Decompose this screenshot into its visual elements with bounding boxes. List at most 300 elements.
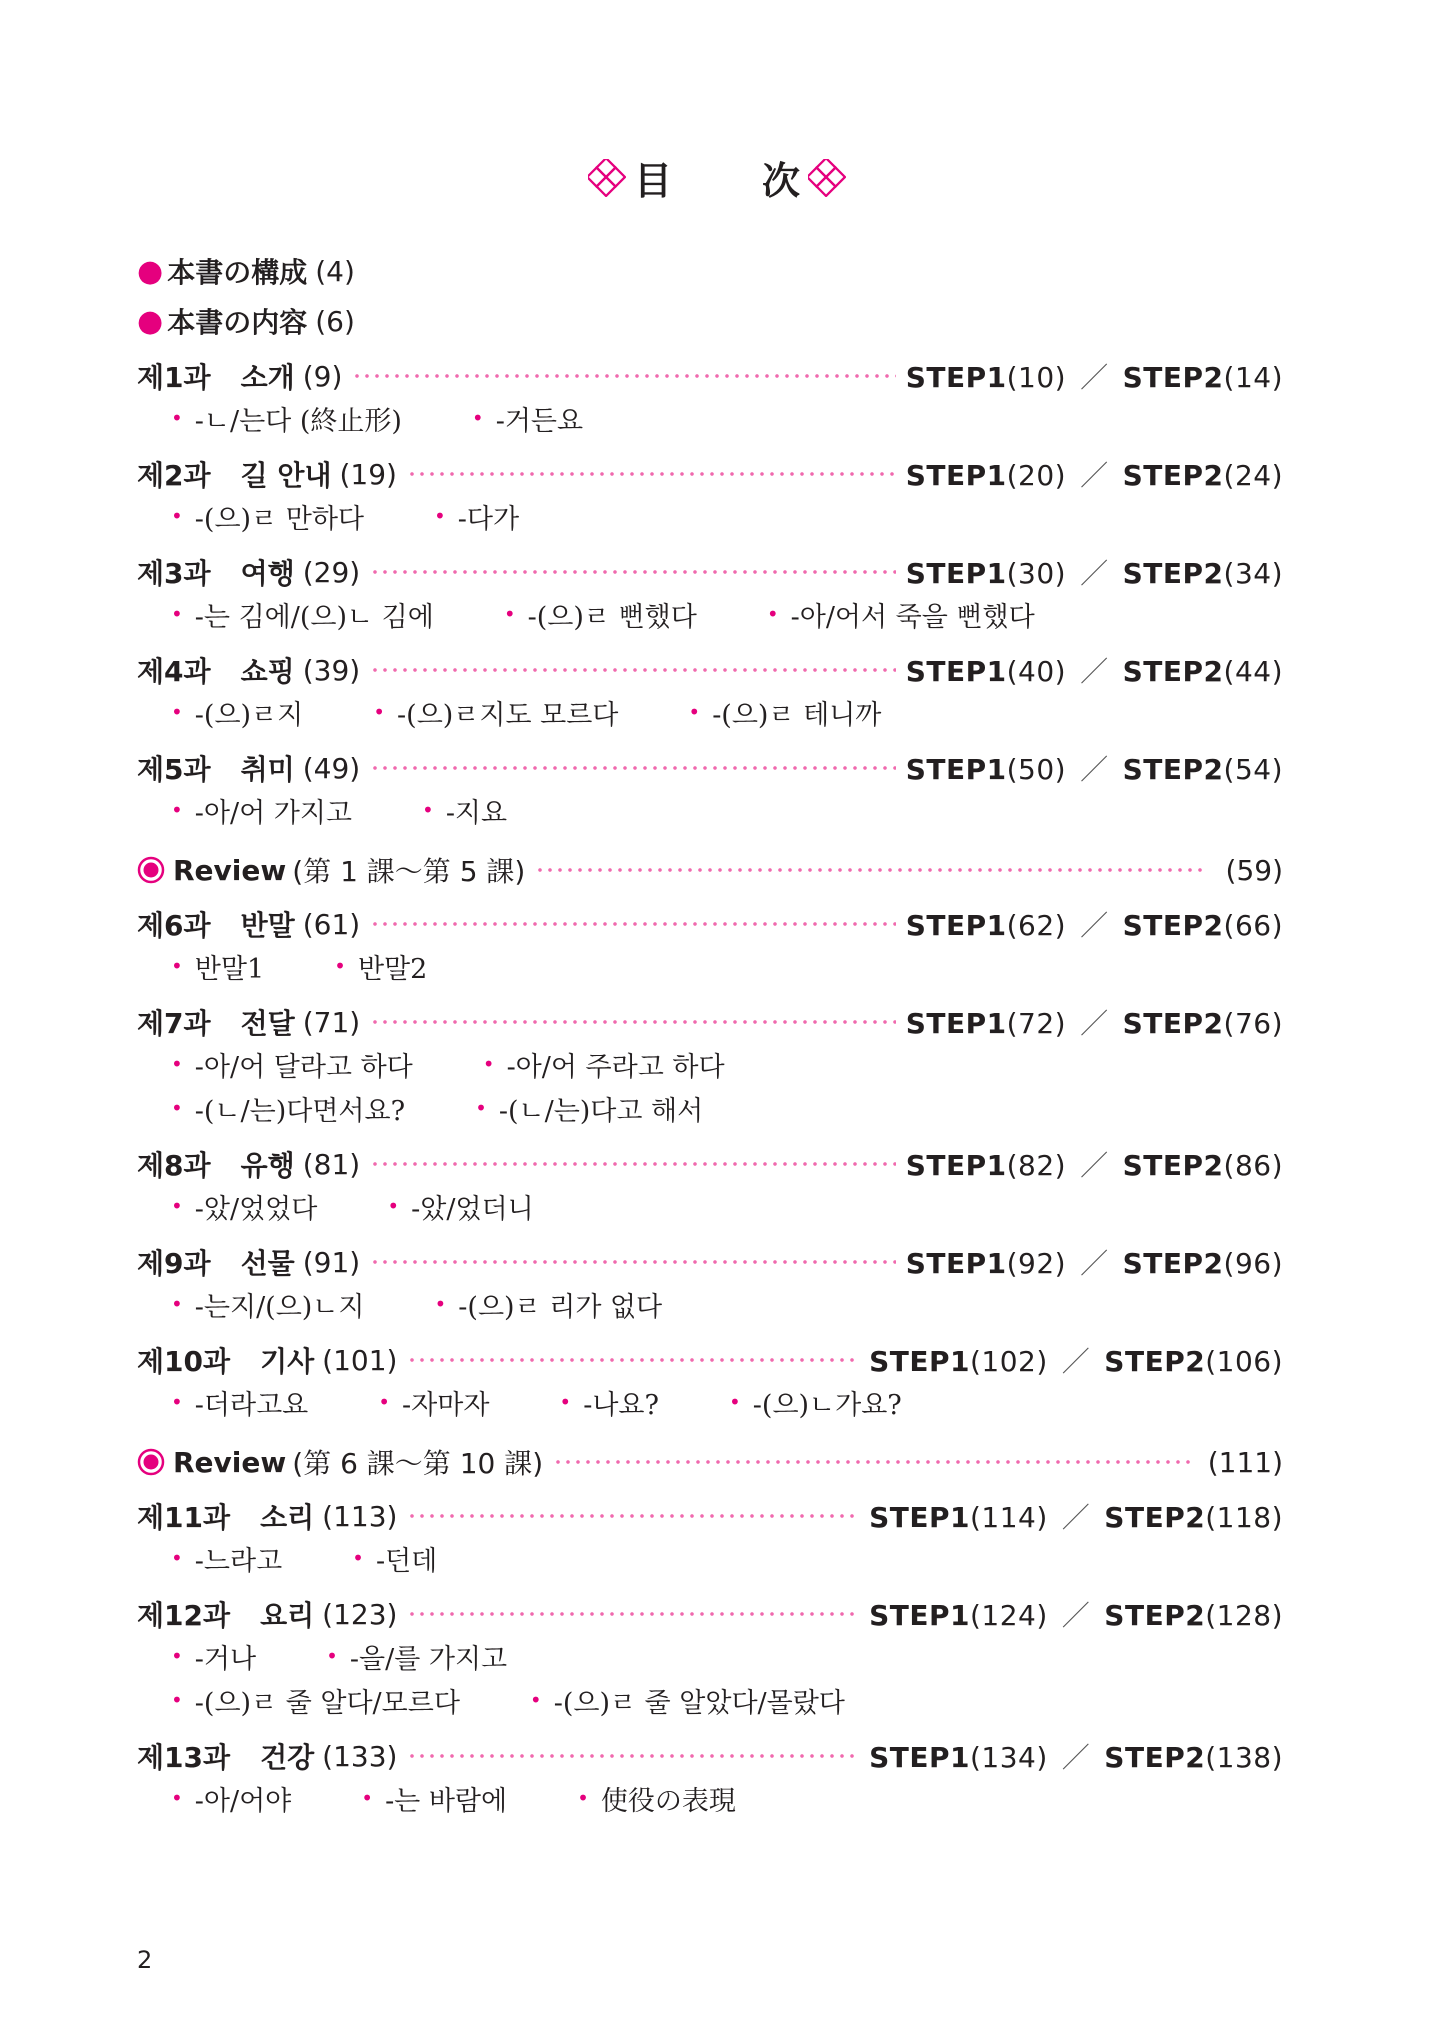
lesson-heading[interactable] (137, 1736, 1283, 1776)
grammar-point (767, 595, 1035, 634)
grammar-point-text: -더라고요 (194, 1389, 309, 1421)
review-entry[interactable] (137, 850, 1283, 890)
lesson-title: 소리 (260, 1501, 315, 1534)
bullet-icon: • (471, 406, 484, 430)
lesson-title: 취미 (240, 753, 295, 786)
step-pages (906, 904, 1283, 944)
dot-leader (407, 1513, 859, 1519)
lesson-title: 소개 (240, 361, 295, 394)
step1-page: (124) (969, 1599, 1048, 1632)
step1-page: (82) (1006, 1149, 1067, 1182)
grammar-point-line (171, 1042, 1283, 1086)
bullet-icon: • (482, 1052, 495, 1076)
dot-leader (370, 569, 896, 575)
lesson-number: 제5과 (137, 753, 211, 786)
bullet-icon: • (475, 1096, 487, 1120)
grammar-point-text: 반말2 (357, 953, 428, 985)
step2-label: STEP2 (1122, 909, 1224, 942)
review-entry[interactable] (137, 1442, 1283, 1482)
grammar-point-line (171, 1380, 1283, 1424)
lesson-title: 건강 (260, 1741, 315, 1774)
step2-label: STEP2 (1122, 361, 1224, 394)
lesson-entry (137, 1594, 1283, 1722)
step-pages (906, 454, 1283, 494)
grammar-point-text: -나요? (583, 1389, 659, 1421)
lesson-heading[interactable] (137, 1594, 1283, 1634)
bullet-icon: • (171, 1096, 183, 1120)
lesson-title: 쇼핑 (240, 655, 295, 688)
lesson-number: 제8과 (137, 1149, 211, 1182)
grammar-point (422, 791, 507, 830)
separator: ／ (1080, 655, 1109, 688)
grammar-point-text: -는지/(으)ㄴ지 (194, 1291, 365, 1323)
grammar-point-text: -(ㄴ/는)다면서요? (194, 1095, 406, 1127)
grammar-point (171, 693, 303, 732)
grammar-point-text: -(으)ㄹ 줄 알았다/몰랐다 (553, 1687, 845, 1719)
lesson-number: 제13과 (137, 1741, 231, 1774)
step1-label: STEP1 (905, 909, 1007, 942)
grammar-point-text: -다가 (457, 503, 520, 535)
grammar-point-text: -지요 (445, 797, 508, 829)
grammar-points (171, 1776, 1283, 1820)
separator: ／ (1061, 1599, 1091, 1632)
lesson-heading[interactable] (137, 1340, 1283, 1380)
target-circle-icon (137, 1448, 165, 1476)
grammar-point-line (171, 1634, 1283, 1678)
separator: ／ (1080, 361, 1109, 394)
grammar-point-text: -자마자 (402, 1389, 490, 1421)
step2-label: STEP2 (1104, 1345, 1206, 1378)
intro-item[interactable] (137, 250, 1283, 292)
step-pages (906, 1242, 1283, 1282)
lesson-title: 선물 (240, 1247, 295, 1280)
grammar-point-text: 반말1 (194, 953, 265, 985)
grammar-point (171, 1779, 291, 1818)
grammar-point-line (171, 1086, 1283, 1130)
step2-page: (128) (1205, 1599, 1283, 1632)
lesson-number: 제1과 (137, 361, 211, 394)
separator: ／ (1061, 1501, 1091, 1534)
dot-leader (352, 373, 895, 379)
grammar-point-text: -거든요 (495, 405, 584, 437)
step-pages (869, 1496, 1283, 1536)
step2-page: (66) (1223, 909, 1283, 942)
intro-page: (4) (315, 254, 355, 288)
separator: ／ (1080, 1149, 1109, 1182)
separator: ／ (1080, 1007, 1109, 1040)
bullet-icon: • (433, 504, 446, 528)
lesson-entry (137, 1002, 1283, 1130)
lesson-title: 여행 (240, 557, 295, 590)
step-pages (906, 356, 1283, 396)
bullet-icon: ● (137, 253, 164, 289)
title-left-char: 目 (633, 159, 672, 203)
step2-label: STEP2 (1104, 1599, 1206, 1632)
grammar-point (475, 1089, 703, 1128)
step2-label: STEP2 (1122, 1247, 1224, 1280)
lesson-number: 제10과 (137, 1345, 231, 1378)
step2-page: (24) (1223, 459, 1283, 492)
grammar-point-line (171, 788, 1283, 832)
grammar-point (171, 947, 264, 986)
intro-item[interactable] (137, 300, 1283, 342)
step2-page: (76) (1223, 1007, 1283, 1040)
grammar-point-text: -(으)ㄴ가요? (752, 1389, 902, 1421)
grammar-point (171, 791, 352, 830)
grammar-point (171, 1045, 413, 1084)
step-pages (906, 650, 1283, 690)
bullet-icon: ● (137, 303, 164, 339)
lesson-title: 유행 (240, 1149, 295, 1182)
dot-leader (370, 921, 896, 927)
bullet-icon: • (171, 1194, 183, 1218)
grammar-point-text: -아/어야 (194, 1785, 292, 1817)
bullet-icon: • (422, 798, 434, 822)
bullet-icon: • (503, 602, 516, 626)
grammar-point (530, 1681, 845, 1720)
grammar-point-line (171, 1184, 1283, 1228)
step-pages (906, 1002, 1283, 1042)
bullet-icon: • (171, 798, 183, 822)
lesson-heading[interactable] (137, 1002, 1283, 1042)
lesson-heading[interactable] (137, 552, 1283, 592)
bullet-icon: • (688, 700, 701, 724)
bullet-icon: • (352, 1546, 364, 1570)
step1-label: STEP1 (905, 655, 1007, 688)
grammar-point (378, 1383, 489, 1422)
step2-page: (44) (1223, 655, 1283, 688)
step-pages (906, 1144, 1283, 1184)
grammar-point-line (171, 944, 1283, 988)
grammar-point-text: -아/어서 죽을 뻔했다 (790, 601, 1035, 633)
bullet-icon: • (529, 1688, 542, 1712)
grammar-points (171, 494, 1283, 538)
grammar-points (171, 944, 1283, 988)
step2-page: (96) (1223, 1247, 1283, 1280)
lesson-entry (137, 1340, 1283, 1424)
lesson-number: 제11과 (137, 1501, 231, 1534)
dot-leader (407, 1357, 859, 1363)
review-range: (第 6 課〜第 10 課) (292, 1447, 544, 1480)
grammar-point (472, 399, 583, 438)
lesson-heading[interactable] (137, 1144, 1283, 1184)
bullet-icon: • (387, 1194, 400, 1218)
step2-label: STEP2 (1104, 1741, 1206, 1774)
review-label: Review (173, 1445, 287, 1479)
grammar-point-text: -아/어 달라고 하다 (194, 1051, 413, 1083)
step-pages (906, 552, 1283, 592)
bullet-icon: • (171, 504, 183, 528)
lesson-page: (81) (302, 1147, 361, 1181)
step1-label: STEP1 (869, 1741, 970, 1774)
lesson-heading[interactable] (137, 904, 1283, 944)
bullet-icon: • (434, 1292, 447, 1316)
intro-label: 本書の内容 (167, 306, 308, 339)
lesson-heading[interactable] (137, 454, 1283, 494)
step1-page: (50) (1006, 753, 1067, 786)
lesson-page: (91) (302, 1245, 361, 1279)
lesson-title: 전달 (240, 1007, 295, 1040)
bullet-icon: • (171, 1786, 183, 1810)
lesson-page: (61) (302, 907, 361, 941)
lesson-heading[interactable] (137, 748, 1283, 788)
grammar-point-text: -거나 (194, 1643, 257, 1675)
bullet-icon: • (326, 1644, 338, 1668)
dot-leader (370, 765, 896, 771)
step2-page: (86) (1223, 1149, 1283, 1182)
grammar-point (334, 947, 427, 986)
grammar-point (171, 1539, 282, 1578)
grammar-point-line (171, 494, 1283, 538)
bullet-icon: • (171, 1644, 183, 1668)
grammar-point-text: -(으)ㄹ 줄 알다/모르다 (194, 1687, 460, 1719)
grammar-point-text: -느라고 (194, 1545, 283, 1577)
step2-label: STEP2 (1122, 557, 1224, 590)
grammar-point (729, 1383, 902, 1422)
grammar-points (171, 1042, 1283, 1130)
grammar-point (373, 693, 618, 732)
grammar-point (577, 1779, 736, 1818)
lesson-page: (71) (302, 1005, 361, 1039)
lesson-title: 반말 (240, 909, 295, 942)
grammar-points (171, 1282, 1283, 1326)
step1-page: (134) (969, 1741, 1048, 1774)
step1-label: STEP1 (869, 1345, 970, 1378)
grammar-point-text: -(으)ㄹ 테니까 (712, 699, 882, 731)
grammar-points (171, 690, 1283, 734)
lesson-entry (137, 454, 1283, 538)
step1-page: (72) (1006, 1007, 1067, 1040)
step1-label: STEP1 (905, 361, 1007, 394)
dot-leader (370, 1259, 896, 1265)
grammar-point-text: -는 바람에 (385, 1785, 508, 1817)
step1-label: STEP1 (905, 753, 1007, 786)
grammar-point-text: -ㄴ/는다 (終止形) (194, 405, 402, 437)
bullet-icon: • (171, 954, 183, 978)
lesson-heading[interactable] (137, 1242, 1283, 1282)
review-page: (59) (1225, 853, 1283, 887)
grammar-point-text: -는 김에/(으)ㄴ 김에 (194, 601, 434, 633)
grammar-point (387, 1187, 533, 1226)
grammar-point (171, 1089, 405, 1128)
step1-label: STEP1 (869, 1501, 970, 1534)
grammar-point (483, 1045, 725, 1084)
step2-label: STEP2 (1122, 1007, 1224, 1040)
step1-label: STEP1 (905, 1007, 1007, 1040)
page-number: 2 (137, 1946, 153, 1974)
lesson-number: 제2과 (137, 459, 211, 492)
grammar-point (688, 693, 881, 732)
lesson-page: (49) (302, 751, 361, 785)
grammar-point-text: 使役の表現 (600, 1785, 736, 1817)
bullet-icon: • (378, 1390, 391, 1414)
grammar-point (352, 1539, 437, 1578)
lesson-entry (137, 552, 1283, 636)
grammar-point-text: -았/었었다 (194, 1193, 318, 1225)
separator: ／ (1080, 753, 1109, 786)
lesson-title: 기사 (260, 1345, 315, 1378)
separator: ／ (1080, 1247, 1109, 1280)
bullet-icon: • (577, 1786, 589, 1810)
grammar-points (171, 788, 1283, 832)
grammar-points (171, 1380, 1283, 1424)
page-title (0, 150, 1434, 205)
step2-page: (118) (1205, 1501, 1283, 1534)
grammar-point (171, 1187, 317, 1226)
bullet-icon: • (171, 1292, 183, 1316)
lesson-heading[interactable] (137, 650, 1283, 690)
bullet-icon: • (171, 1390, 183, 1414)
lesson-heading[interactable] (137, 1496, 1283, 1536)
lesson-page: (29) (302, 555, 361, 589)
step2-label: STEP2 (1104, 1501, 1206, 1534)
diamond-ornament-icon (588, 159, 626, 197)
lesson-page: (9) (302, 359, 343, 393)
grammar-point (435, 1285, 663, 1324)
grammar-points (171, 1184, 1283, 1228)
lesson-page: (113) (322, 1499, 398, 1533)
step1-label: STEP1 (869, 1599, 970, 1632)
step1-page: (40) (1006, 655, 1067, 688)
lesson-page: (19) (339, 457, 397, 491)
lesson-entry (137, 1242, 1283, 1326)
lesson-entry (137, 650, 1283, 734)
lesson-page: (123) (322, 1597, 398, 1631)
grammar-point-line (171, 592, 1283, 636)
review-label: Review (173, 853, 287, 887)
bullet-icon: • (171, 700, 183, 724)
lesson-heading[interactable] (137, 356, 1283, 396)
table-of-contents (137, 250, 1283, 1820)
lesson-page: (39) (302, 653, 361, 687)
step2-label: STEP2 (1122, 655, 1224, 688)
intro-page: (6) (315, 304, 355, 338)
step1-page: (10) (1006, 361, 1067, 394)
bullet-icon: • (171, 1688, 183, 1712)
grammar-point-text: -(으)ㄹ 만하다 (194, 503, 364, 535)
bullet-icon: • (728, 1390, 741, 1414)
dot-leader (407, 1753, 859, 1759)
step1-page: (92) (1006, 1247, 1067, 1280)
dot-leader (370, 1161, 896, 1167)
grammar-point-text: -을/를 가지고 (349, 1643, 508, 1675)
lesson-number: 제7과 (137, 1007, 211, 1040)
separator: ／ (1080, 459, 1109, 492)
lesson-entry (137, 748, 1283, 832)
grammar-point-text: -(으)ㄹ 리가 없다 (458, 1291, 663, 1323)
dot-leader (370, 667, 896, 673)
step2-page: (14) (1223, 361, 1283, 394)
step-pages (869, 1594, 1283, 1634)
bullet-icon: • (766, 602, 779, 626)
grammar-point (504, 595, 697, 634)
bullet-icon: • (334, 954, 346, 978)
lesson-entry (137, 904, 1283, 988)
grammar-point-line (171, 690, 1283, 734)
step2-label: STEP2 (1122, 459, 1224, 492)
lesson-number: 제9과 (137, 1247, 211, 1280)
lesson-number: 제4과 (137, 655, 211, 688)
step2-label: STEP2 (1122, 1149, 1224, 1182)
grammar-point-text: -(으)ㄹ지도 모르다 (397, 699, 619, 731)
grammar-point (171, 497, 364, 536)
separator: ／ (1061, 1345, 1091, 1378)
bullet-icon: • (361, 1786, 374, 1810)
step1-label: STEP1 (905, 459, 1007, 492)
step1-page: (30) (1006, 557, 1067, 590)
step-pages (869, 1736, 1283, 1776)
step2-page: (54) (1223, 753, 1283, 786)
step1-label: STEP1 (905, 1247, 1007, 1280)
lesson-entry (137, 1496, 1283, 1580)
grammar-point-text: -았/었더니 (411, 1193, 534, 1225)
bullet-icon: • (171, 1546, 183, 1570)
dot-leader (370, 1019, 896, 1025)
step1-page: (20) (1006, 459, 1067, 492)
step1-page: (114) (969, 1501, 1048, 1534)
step1-page: (102) (969, 1345, 1048, 1378)
grammar-point (434, 497, 519, 536)
step-pages (906, 748, 1283, 788)
dot-leader (535, 867, 1207, 873)
review-page: (111) (1207, 1445, 1283, 1479)
step2-page: (34) (1223, 557, 1283, 590)
grammar-point-text: -(으)ㄹ지 (194, 699, 304, 731)
lesson-page: (101) (322, 1343, 398, 1377)
separator: ／ (1080, 909, 1109, 942)
bullet-icon: • (171, 406, 183, 430)
grammar-point (171, 399, 402, 438)
grammar-points (171, 396, 1283, 440)
grammar-points (171, 1536, 1283, 1580)
dot-leader (553, 1459, 1190, 1465)
step-pages (869, 1340, 1283, 1380)
lesson-number: 제12과 (137, 1599, 231, 1632)
step2-page: (138) (1205, 1741, 1283, 1774)
target-circle-icon (137, 856, 165, 884)
dot-leader (407, 471, 896, 477)
grammar-point-text: -(ㄴ/는)다고 해서 (498, 1095, 704, 1127)
grammar-point-text: -던데 (375, 1545, 438, 1577)
grammar-point (171, 1637, 256, 1676)
title-right-char: 次 (762, 159, 801, 203)
grammar-point-line (171, 396, 1283, 440)
grammar-point-line (171, 1282, 1283, 1326)
step1-label: STEP1 (905, 1149, 1007, 1182)
grammar-point (361, 1779, 507, 1818)
intro-label: 本書の構成 (167, 256, 308, 289)
grammar-point-line (171, 1678, 1283, 1722)
lesson-entry (137, 1144, 1283, 1228)
grammar-point-line (171, 1536, 1283, 1580)
review-range: (第 1 課〜第 5 課) (292, 855, 526, 888)
grammar-point (326, 1637, 507, 1676)
lesson-title: 길 안내 (240, 459, 332, 492)
bullet-icon: • (171, 1052, 183, 1076)
step1-page: (62) (1006, 909, 1067, 942)
dot-leader (407, 1611, 859, 1617)
grammar-points (171, 1634, 1283, 1722)
grammar-point (171, 1681, 460, 1720)
grammar-point-line (171, 1776, 1283, 1820)
bullet-icon: • (559, 1390, 572, 1414)
separator: ／ (1061, 1741, 1091, 1774)
step2-page: (106) (1205, 1345, 1283, 1378)
lesson-number: 제6과 (137, 909, 211, 942)
lesson-page: (133) (322, 1739, 398, 1773)
step1-label: STEP1 (905, 557, 1007, 590)
bullet-icon: • (171, 602, 183, 626)
